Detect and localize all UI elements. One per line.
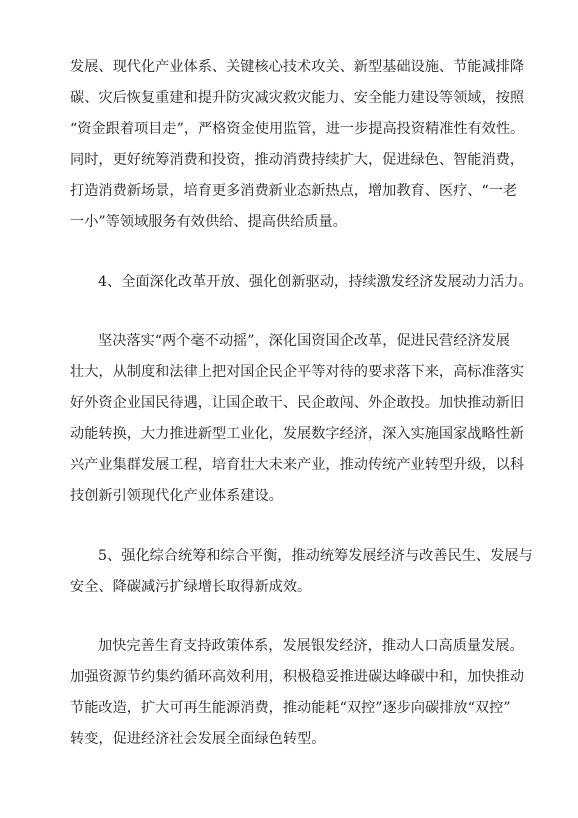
paragraph-line: 加快完善生育支持政策体系，发展银发经济，推动人口高质量发展。	[98, 638, 524, 654]
paragraph-line: 打造消费新场景，培育更多消费新业态新热点，增加教育、医疗、“一老	[70, 183, 518, 199]
paragraph-line: 节能改造，扩大可再生能源消费，推动能耗“双控”逐步向碳排放“双控”	[70, 700, 511, 716]
paragraph-line: 动能转换，大力推进新型工业化，发展数字经济，深入实施国家战略性新	[70, 426, 525, 442]
paragraph-line: 加强资源节约集约循环高效利用，积极稳妥推进碳达峰碳中和，加快推动	[70, 669, 525, 685]
paragraph-line: 壮大，从制度和法律上把对国企民企平等对待的要求落下来，高标准落实	[70, 364, 525, 380]
paragraph-line: 坚决落实“两个毫不动摇”，深化国资国企改革，促进民营经济发展	[98, 333, 510, 349]
section-heading-4: 4、全面深化改革开放、强化创新驱动，持续激发经济发展动力活力。	[98, 274, 533, 290]
paragraph-line: 同时，更好统筹消费和投资，推动消费持续扩大，促进绿色、智能消费，	[70, 152, 525, 168]
paragraph-line: 一小”等领域服务有效供给、提高供给质量。	[70, 214, 347, 230]
paragraph-line: “资金跟着项目走”，严格资金使用监管，进一步提高投资精准性有效性。	[70, 121, 525, 137]
section-heading-5-cont: 安全、降碳减污扩绿增长取得新成效。	[70, 579, 312, 595]
paragraph-line: 发展、现代化产业体系、关键核心技术攻关、新型基础设施、节能减排降	[70, 59, 525, 75]
paragraph-line: 转变，促进经济社会发展全面绿色转型。	[70, 731, 326, 747]
paragraph-line: 碳、灾后恢复重建和提升防灾减灾救灾能力、安全能力建设等领域，按照	[70, 90, 525, 106]
section-heading-5: 5、强化综合统筹和综合平衡，推动统筹发展经济与改善民生、发展与	[98, 548, 533, 564]
paragraph-line: 好外资企业国民待遇，让国企敢干、民企敢闯、外企敢投。加快推动新旧	[70, 395, 525, 411]
paragraph-line: 技创新引领现代化产业体系建设。	[70, 488, 283, 504]
paragraph-line: 兴产业集群发展工程，培育壮大未来产业，推动传统产业转型升级，以科	[70, 457, 525, 473]
